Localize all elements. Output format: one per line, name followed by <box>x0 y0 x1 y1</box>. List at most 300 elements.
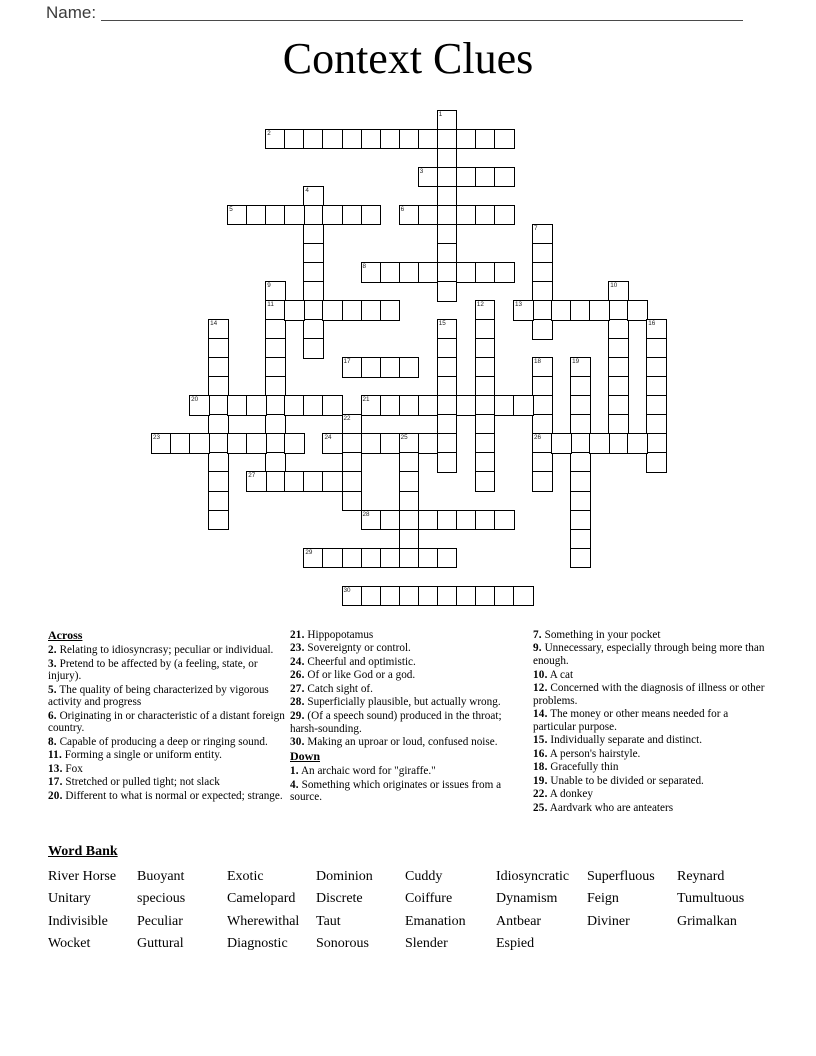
crossword-cell[interactable] <box>399 452 420 473</box>
crossword-cell[interactable] <box>570 529 591 550</box>
clue-across-27 <box>290 683 508 696</box>
crossword-cell[interactable] <box>608 338 629 359</box>
crossword-cell[interactable] <box>437 395 458 416</box>
crossword-cell[interactable] <box>570 452 591 473</box>
crossword-cell[interactable] <box>322 395 343 416</box>
crossword-cell-28[interactable] <box>361 510 382 531</box>
cell-number: 5 <box>229 205 233 213</box>
crossword-cell[interactable] <box>399 586 420 607</box>
crossword-cell-19[interactable] <box>570 357 591 378</box>
crossword-cell[interactable] <box>208 471 229 492</box>
crossword-cell[interactable] <box>418 262 439 283</box>
crossword-cell[interactable] <box>380 395 401 416</box>
word-bank-item: Sonorous <box>316 936 369 952</box>
clue-number: 19. <box>533 774 548 787</box>
crossword-cell[interactable] <box>322 471 343 492</box>
crossword-cell[interactable] <box>208 491 229 512</box>
crossword-cell[interactable] <box>342 548 363 569</box>
crossword-cell[interactable] <box>532 471 553 492</box>
cell-number: 19 <box>572 358 580 366</box>
crossword-cell[interactable] <box>646 338 667 359</box>
word-bank-item: Superfluous <box>587 869 655 884</box>
cell-number: 23 <box>153 434 161 442</box>
crossword-cell-15[interactable] <box>437 319 458 340</box>
crossword-cell[interactable] <box>532 319 553 340</box>
crossword-cell[interactable] <box>494 205 515 226</box>
crossword-cell[interactable] <box>303 129 324 150</box>
clue-text: Of or like God or a god. <box>304 669 416 682</box>
crossword-cell[interactable] <box>227 395 248 416</box>
crossword-cell[interactable] <box>513 586 534 607</box>
crossword-cell[interactable] <box>265 205 286 226</box>
crossword-cell[interactable] <box>380 129 401 150</box>
crossword-cell[interactable] <box>475 167 496 188</box>
crossword-cell[interactable] <box>437 338 458 359</box>
crossword-cell[interactable] <box>399 510 420 531</box>
crossword-cell[interactable] <box>475 319 496 340</box>
crossword-cell[interactable] <box>551 300 572 321</box>
crossword-cell[interactable] <box>475 262 496 283</box>
crossword-cell[interactable] <box>475 586 496 607</box>
crossword-cell[interactable] <box>475 414 496 435</box>
crossword-cell[interactable] <box>456 205 477 226</box>
crossword-cell[interactable] <box>437 243 458 264</box>
crossword-cell[interactable] <box>551 433 572 454</box>
crossword-cell[interactable] <box>437 510 458 531</box>
clue-across-11 <box>48 749 290 762</box>
crossword-cell-13[interactable] <box>513 300 534 321</box>
crossword-cell[interactable] <box>399 129 420 150</box>
crossword-cell[interactable] <box>361 300 382 321</box>
crossword-cell[interactable] <box>475 433 496 454</box>
crossword-cell-10[interactable] <box>608 281 629 302</box>
crossword-cell[interactable] <box>380 586 401 607</box>
crossword-cell[interactable] <box>361 548 382 569</box>
cell-number: 30 <box>343 586 351 594</box>
crossword-cell[interactable] <box>322 300 343 321</box>
crossword-cell[interactable] <box>208 452 229 473</box>
crossword-cell[interactable] <box>437 376 458 397</box>
crossword-cell[interactable] <box>399 491 420 512</box>
crossword-cell[interactable] <box>265 452 286 473</box>
crossword-cell[interactable] <box>570 491 591 512</box>
crossword-cell[interactable] <box>532 452 553 473</box>
word-bank-item: Antbear <box>496 913 542 929</box>
crossword-cell[interactable] <box>494 510 515 531</box>
clue-text: The quality of being characterized by vigorous activity and progress <box>48 683 269 709</box>
crossword-cell[interactable] <box>437 224 458 245</box>
crossword-cell[interactable] <box>399 548 420 569</box>
word-bank-item: Discrete <box>316 891 363 907</box>
cell-number: 27 <box>248 472 256 480</box>
crossword-cell-29[interactable] <box>303 548 324 569</box>
crossword-cell[interactable] <box>570 510 591 531</box>
crossword-cell[interactable] <box>303 319 324 340</box>
clue-number: 21. <box>290 629 305 641</box>
crossword-cell[interactable] <box>437 262 458 283</box>
word-bank-item: Exotic <box>227 869 264 884</box>
crossword-cell[interactable] <box>418 586 439 607</box>
crossword-cell[interactable] <box>227 433 248 454</box>
clue-across-17 <box>48 776 290 789</box>
crossword-cell[interactable] <box>303 338 324 359</box>
crossword-cell[interactable] <box>342 433 363 454</box>
crossword-cell[interactable] <box>437 148 458 169</box>
cell-number: 3 <box>419 167 424 175</box>
crossword-cell-27[interactable] <box>246 471 267 492</box>
crossword-cell[interactable] <box>475 376 496 397</box>
crossword-cell-17[interactable] <box>342 357 363 378</box>
clue-text: The money or other means needed for a particular purpose. <box>533 708 729 733</box>
word-bank-item: River Horse <box>48 869 117 884</box>
crossword-cell[interactable] <box>494 129 515 150</box>
crossword-cell[interactable] <box>437 433 458 454</box>
crossword-cell[interactable] <box>532 395 553 416</box>
crossword-cell[interactable] <box>570 376 591 397</box>
crossword-cell[interactable] <box>246 205 267 226</box>
crossword-cell[interactable] <box>380 300 401 321</box>
crossword-cell[interactable] <box>646 414 667 435</box>
crossword-cell[interactable] <box>284 300 305 321</box>
cell-number: 2 <box>267 129 271 137</box>
crossword-cell[interactable] <box>437 205 458 226</box>
crossword-cell-6[interactable] <box>399 205 420 226</box>
crossword-cell[interactable] <box>627 300 648 321</box>
crossword-cell[interactable] <box>418 395 439 416</box>
crossword-cell[interactable] <box>265 414 286 435</box>
crossword-cell[interactable] <box>475 395 496 416</box>
crossword-cell[interactable] <box>437 414 458 435</box>
crossword-cell-20[interactable] <box>189 395 210 416</box>
clue-text: Fox <box>62 762 83 775</box>
clue-down-7 <box>533 629 765 642</box>
crossword-cell[interactable] <box>475 471 496 492</box>
crossword-cell[interactable] <box>380 433 401 454</box>
crossword-cell[interactable] <box>399 357 420 378</box>
clue-number: 23. <box>290 642 305 655</box>
crossword-cell[interactable] <box>342 205 363 226</box>
crossword-cell[interactable] <box>570 395 591 416</box>
crossword-cell[interactable] <box>532 262 553 283</box>
clue-down-4 <box>290 779 508 804</box>
word-bank-item: Coiffure <box>405 891 453 907</box>
word-bank-list <box>48 866 770 956</box>
clue-text: Cheerful and optimistic. <box>304 655 416 668</box>
crossword-cell[interactable] <box>646 395 667 416</box>
crossword-cell[interactable] <box>399 471 420 492</box>
crossword-cell[interactable] <box>303 224 324 245</box>
clue-number: 27. <box>290 682 305 695</box>
crossword-cell[interactable] <box>570 471 591 492</box>
crossword-cell[interactable] <box>322 205 343 226</box>
crossword-cell[interactable] <box>437 281 458 302</box>
crossword-cell-11[interactable] <box>265 300 286 321</box>
crossword-cell-16[interactable] <box>646 319 667 340</box>
crossword-cell[interactable] <box>208 338 229 359</box>
crossword-cell[interactable] <box>646 376 667 397</box>
crossword-cell[interactable] <box>437 167 458 188</box>
clue-down-12 <box>533 682 765 707</box>
word-bank-item: Emanation <box>405 913 466 929</box>
crossword-cell-8[interactable] <box>361 262 382 283</box>
crossword-cell[interactable] <box>456 129 477 150</box>
crossword-cell[interactable] <box>646 452 667 473</box>
clue-text: Capable of producing a deep or ringing sound. <box>56 735 268 748</box>
crossword-cell[interactable] <box>494 167 515 188</box>
crossword-cell[interactable] <box>170 433 191 454</box>
crossword-cell[interactable] <box>265 471 286 492</box>
clue-text: A person's hairstyle. <box>547 747 641 760</box>
crossword-cell[interactable] <box>342 471 363 492</box>
clue-across-21 <box>290 629 508 642</box>
crossword-cell[interactable] <box>361 433 382 454</box>
crossword-cell[interactable] <box>513 395 534 416</box>
word-bank-item: Reynard <box>677 869 725 884</box>
clue-number: 30. <box>290 735 305 748</box>
crossword-cell-5[interactable] <box>227 205 248 226</box>
crossword-cell[interactable] <box>608 357 629 378</box>
cell-number: 28 <box>362 510 370 518</box>
crossword-cell[interactable] <box>342 129 363 150</box>
crossword-cell[interactable] <box>437 452 458 473</box>
crossword-cell[interactable] <box>208 395 229 416</box>
crossword-cell-23[interactable] <box>151 433 172 454</box>
crossword-cell[interactable] <box>342 491 363 512</box>
clue-across-24 <box>290 656 508 669</box>
crossword-cell[interactable] <box>189 433 210 454</box>
crossword-cell[interactable] <box>303 395 324 416</box>
word-bank-item: Grimalkan <box>677 913 737 929</box>
crossword-cell[interactable] <box>265 395 286 416</box>
cell-number: 16 <box>648 320 656 328</box>
clue-number: 20. <box>48 789 63 802</box>
crossword-cell[interactable] <box>494 586 515 607</box>
crossword-cell[interactable] <box>608 433 629 454</box>
crossword-cell[interactable] <box>399 395 420 416</box>
crossword-cell[interactable] <box>608 414 629 435</box>
clue-text: Relating to idiosyncrasy; peculiar or individual. <box>56 644 274 657</box>
crossword-cell[interactable] <box>532 281 553 302</box>
clue-number: 18. <box>533 761 548 774</box>
crossword-cell-30[interactable] <box>342 586 363 607</box>
crossword-cell[interactable] <box>361 129 382 150</box>
crossword-cell[interactable] <box>284 433 305 454</box>
crossword-cell[interactable] <box>246 433 267 454</box>
crossword-cell[interactable] <box>532 376 553 397</box>
clue-number: 12. <box>533 682 548 695</box>
clue-across-13 <box>48 763 290 776</box>
across-header: Across <box>48 628 83 642</box>
crossword-cell[interactable] <box>608 300 629 321</box>
clue-across-8 <box>48 736 290 749</box>
clue-number: 15. <box>533 734 548 747</box>
crossword-cell[interactable] <box>456 262 477 283</box>
crossword-cell[interactable] <box>456 586 477 607</box>
clue-text: Catch sight of. <box>304 682 373 695</box>
crossword-cell[interactable] <box>361 586 382 607</box>
crossword-cell[interactable] <box>208 433 229 454</box>
crossword-cell[interactable] <box>532 243 553 264</box>
cell-number: 6 <box>400 205 405 213</box>
word-bank-item: Slender <box>405 936 448 952</box>
crossword-cell[interactable] <box>361 357 382 378</box>
crossword-cell-25[interactable] <box>399 433 420 454</box>
crossword-cell-2[interactable] <box>265 129 286 150</box>
crossword-cell[interactable] <box>265 338 286 359</box>
clue-down-16 <box>533 748 765 761</box>
crossword-cell-9[interactable] <box>265 281 286 302</box>
crossword-cell[interactable] <box>475 452 496 473</box>
cell-number: 10 <box>610 281 618 289</box>
word-bank-item: Tumultuous <box>677 891 745 907</box>
word-bank-item: Camelopard <box>227 891 296 907</box>
crossword-cell-7[interactable] <box>532 224 553 245</box>
crossword-cell[interactable] <box>418 129 439 150</box>
cell-number: 4 <box>305 186 309 194</box>
crossword-cell-3[interactable] <box>418 167 439 188</box>
clue-down-22 <box>533 788 765 801</box>
crossword-cell[interactable] <box>303 262 324 283</box>
crossword-cell[interactable] <box>342 452 363 473</box>
crossword-cell[interactable] <box>456 395 477 416</box>
crossword-cell[interactable] <box>475 510 496 531</box>
clue-text: Unable to be divided or separated. <box>547 774 704 787</box>
clue-text: Making an uproar or loud, confused noise. <box>304 735 498 748</box>
crossword-cell-1[interactable] <box>437 110 458 131</box>
crossword-cell[interactable] <box>608 376 629 397</box>
crossword-cell[interactable] <box>284 471 305 492</box>
crossword-cell[interactable] <box>380 548 401 569</box>
crossword-cell[interactable] <box>475 357 496 378</box>
crossword-cell-24[interactable] <box>322 433 343 454</box>
crossword-cell[interactable] <box>570 300 591 321</box>
crossword-cell[interactable] <box>322 548 343 569</box>
clue-down-9 <box>533 642 765 667</box>
clue-text: Originating in or characteristic of a distant foreign country. <box>48 709 285 735</box>
crossword-cell[interactable] <box>361 205 382 226</box>
crossword-cell-22[interactable] <box>342 414 363 435</box>
cell-number: 17 <box>343 358 351 366</box>
crossword-cell[interactable] <box>303 300 324 321</box>
name-label: Name: <box>46 3 97 22</box>
crossword-cell[interactable] <box>570 414 591 435</box>
clue-text: Different to what is normal or expected; strange. <box>62 789 283 802</box>
crossword-cell[interactable] <box>456 510 477 531</box>
crossword-cell[interactable] <box>494 262 515 283</box>
crossword-cell[interactable] <box>589 433 610 454</box>
crossword-cell[interactable] <box>646 433 667 454</box>
cell-number: 25 <box>400 434 408 442</box>
crossword-cell[interactable] <box>208 376 229 397</box>
crossword-cell[interactable] <box>303 243 324 264</box>
crossword-cell[interactable] <box>418 433 439 454</box>
cell-number: 15 <box>438 320 446 328</box>
crossword-cell[interactable] <box>570 433 591 454</box>
crossword-cell[interactable] <box>303 205 324 226</box>
crossword-cell[interactable] <box>437 586 458 607</box>
crossword-cell[interactable] <box>608 319 629 340</box>
crossword-cell[interactable] <box>284 395 305 416</box>
clue-text: Pretend to be affected by (a feeling, state, or injury). <box>48 657 258 683</box>
word-bank-item: Buoyant <box>137 869 185 884</box>
crossword-cell[interactable] <box>284 129 305 150</box>
crossword-cell[interactable] <box>475 205 496 226</box>
crossword-cell[interactable] <box>532 300 553 321</box>
cell-number: 29 <box>305 548 313 556</box>
word-bank-item: Guttural <box>137 936 184 952</box>
crossword-cell[interactable] <box>475 338 496 359</box>
crossword-cell[interactable] <box>208 414 229 435</box>
crossword-cell[interactable] <box>208 357 229 378</box>
crossword-cell[interactable] <box>437 548 458 569</box>
word-bank-item: Wherewithal <box>227 913 300 929</box>
crossword-cell[interactable] <box>399 529 420 550</box>
crossword-cell-4[interactable] <box>303 186 324 207</box>
crossword-cell[interactable] <box>380 262 401 283</box>
crossword-cell[interactable] <box>265 376 286 397</box>
crossword-cell[interactable] <box>418 205 439 226</box>
clue-across-23 <box>290 642 508 655</box>
clue-number: 13. <box>48 762 63 775</box>
crossword-cell[interactable] <box>380 357 401 378</box>
crossword-cell[interactable] <box>570 548 591 569</box>
crossword-cell[interactable] <box>456 167 477 188</box>
cell-number: 11 <box>267 301 274 308</box>
crossword-cell[interactable] <box>627 433 648 454</box>
crossword-cell-14[interactable] <box>208 319 229 340</box>
crossword-cell[interactable] <box>208 510 229 531</box>
clues-column-1 <box>48 629 290 803</box>
crossword-cell[interactable] <box>265 433 286 454</box>
crossword-cell[interactable] <box>418 510 439 531</box>
crossword-cell[interactable] <box>284 205 305 226</box>
clue-down-1 <box>290 765 508 778</box>
crossword-cell[interactable] <box>303 281 324 302</box>
crossword-cell[interactable] <box>322 129 343 150</box>
crossword-cell-21[interactable] <box>361 395 382 416</box>
crossword-cell[interactable] <box>475 129 496 150</box>
crossword-cell[interactable] <box>437 186 458 207</box>
crossword-cell[interactable] <box>399 262 420 283</box>
cell-number: 8 <box>362 262 367 270</box>
crossword-cell[interactable] <box>342 300 363 321</box>
clue-across-28 <box>290 696 508 709</box>
clue-number: 16. <box>533 747 548 760</box>
crossword-cell[interactable] <box>418 548 439 569</box>
crossword-cell[interactable] <box>494 395 515 416</box>
clue-down-19 <box>533 775 765 788</box>
crossword-cell[interactable] <box>303 471 324 492</box>
crossword-cell-12[interactable] <box>475 300 496 321</box>
crossword-cell[interactable] <box>246 395 267 416</box>
clue-across-5 <box>48 684 290 709</box>
crossword-cell[interactable] <box>589 300 610 321</box>
crossword-cell[interactable] <box>380 510 401 531</box>
crossword-cell[interactable] <box>608 395 629 416</box>
cell-number: 20 <box>191 396 199 404</box>
crossword-cell[interactable] <box>437 129 458 150</box>
crossword-cell[interactable] <box>437 357 458 378</box>
crossword-cell[interactable] <box>532 414 553 435</box>
crossword-cell-18[interactable] <box>532 357 553 378</box>
crossword-cell[interactable] <box>265 357 286 378</box>
cell-number: 13 <box>514 301 522 308</box>
word-bank-item: Dynamism <box>496 891 558 907</box>
crossword-cell[interactable] <box>646 357 667 378</box>
crossword-cell-26[interactable] <box>532 433 553 454</box>
clue-across-20 <box>48 790 290 803</box>
crossword-cell[interactable] <box>265 319 286 340</box>
